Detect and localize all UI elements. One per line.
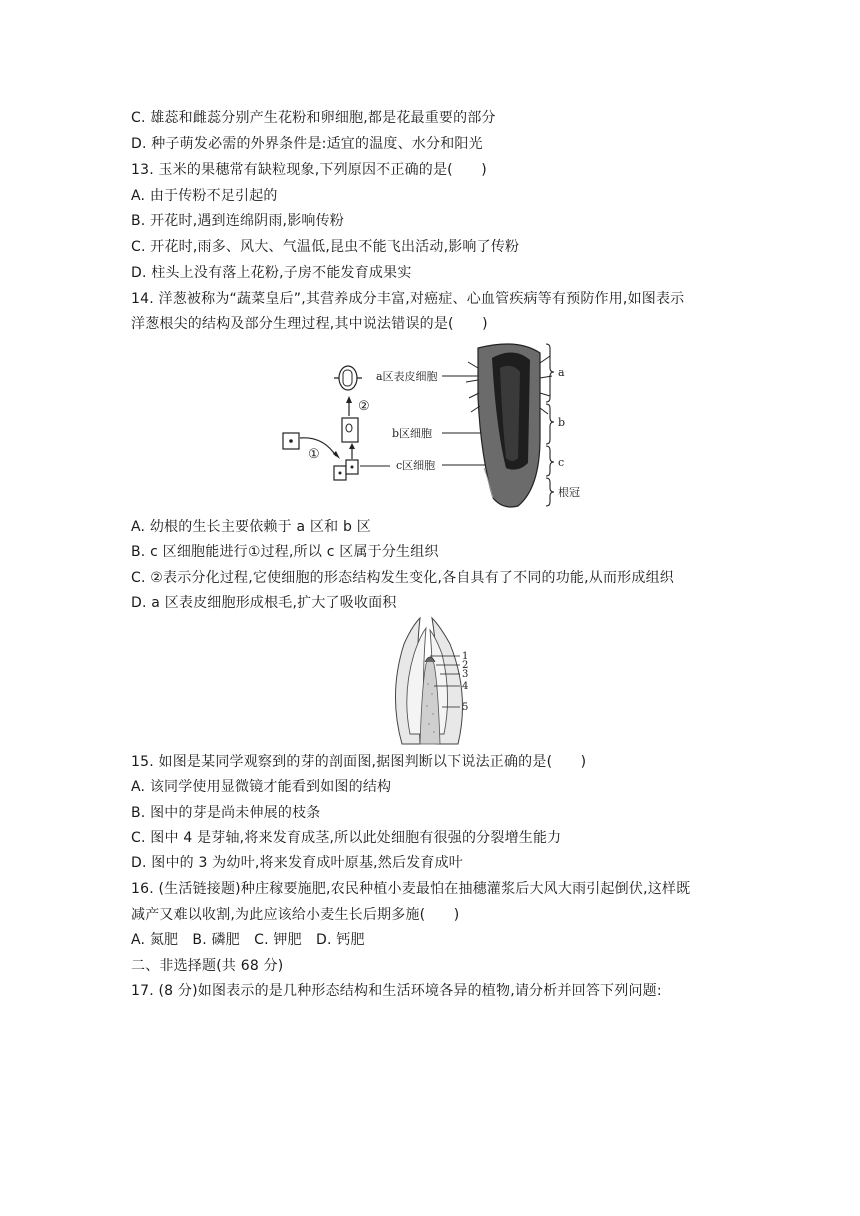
- options-16: A. 氮肥 B. 磷肥 C. 钾肥 D. 钙肥: [131, 932, 365, 948]
- option-15d: D. 图中的 3 为幼叶,将来发育成叶原基,然后发育成叶: [131, 855, 463, 871]
- question-17: 17. (8 分)如图表示的是几种形态结构和生活环境各异的植物,请分析并回答下列问题:: [131, 983, 662, 999]
- option-14c: C. ②表示分化过程,它使细胞的形态结构发生变化,各自具有了不同的功能,从而形成组织: [131, 570, 674, 586]
- bud-section-figure: [380, 614, 480, 746]
- label-c-cell: c区细胞: [396, 459, 436, 472]
- step1-label: ①: [308, 447, 320, 462]
- question-14-line2: 洋葱根尖的结构及部分生理过程,其中说法错误的是( ): [131, 316, 488, 332]
- option-13a: A. 由于传粉不足引起的: [131, 188, 278, 204]
- option-14a: A. 幼根的生长主要依赖于 a 区和 b 区: [131, 519, 371, 535]
- zone-b-label: b: [558, 416, 566, 429]
- zone-c-label: c: [558, 456, 565, 469]
- option-15b: B. 图中的芽是尚未伸展的枝条: [131, 805, 321, 821]
- bud-label-5: 5: [462, 702, 469, 713]
- question-15: 15. 如图是某同学观察到的芽的剖面图,据图判断以下说法正确的是( ): [131, 754, 587, 770]
- option-13c: C. 开花时,雨多、风大、气温低,昆虫不能飞出活动,影响了传粉: [131, 239, 520, 255]
- question-13: 13. 玉米的果穗常有缺粒现象,下列原因不正确的是( ): [131, 162, 487, 178]
- zone-a-label: a: [558, 366, 565, 379]
- option-15a: A. 该同学使用显微镜才能看到如图的结构: [131, 779, 392, 795]
- option-15c: C. 图中 4 是芽轴,将来发育成茎,所以此处细胞有很强的分裂增生能力: [131, 830, 562, 846]
- bud-label-4: 4: [462, 681, 469, 692]
- zone-cap-label: 根冠: [558, 486, 580, 499]
- option-14d: D. a 区表皮细胞形成根毛,扩大了吸收面积: [131, 595, 397, 611]
- label-b-cell: b区细胞: [392, 427, 433, 440]
- question-14-line1: 14. 洋葱被称为“蔬菜皇后”,其营养成分丰富,对癌症、心血管疾病等有预防作用,如图表示: [131, 291, 685, 307]
- option-13b: B. 开花时,遇到连绵阴雨,影响传粉: [131, 213, 345, 229]
- option-12c: C. 雄蕊和雌蕊分别产生花粉和卵细胞,都是花最重要的部分: [131, 110, 496, 126]
- question-16-line2: 减产又难以收割,为此应该给小麦生长后期多施( ): [131, 907, 460, 923]
- bud-label-2: 2: [462, 660, 469, 671]
- label-a-cell: a区表皮细胞: [376, 370, 438, 383]
- option-14b: B. c 区细胞能进行①过程,所以 c 区属于分生组织: [131, 544, 439, 560]
- bud-label-3: 3: [462, 669, 469, 680]
- section-heading-nonchoice: 二、非选择题(共 68 分): [131, 958, 284, 974]
- question-16-line1: 16. (生活链接题)种庄稼要施肥,农民种植小麦最怕在抽穗灌浆后大风大雨引起倒伏,这样既: [131, 881, 691, 897]
- bud-label-1: 1: [462, 651, 469, 662]
- option-13d: D. 柱头上没有落上花粉,子房不能发育成果实: [131, 265, 412, 281]
- option-12d: D. 种子萌发必需的外界条件是:适宜的温度、水分和阳光: [131, 136, 483, 152]
- root-tip-figure: [278, 338, 598, 513]
- step2-label: ②: [358, 399, 370, 414]
